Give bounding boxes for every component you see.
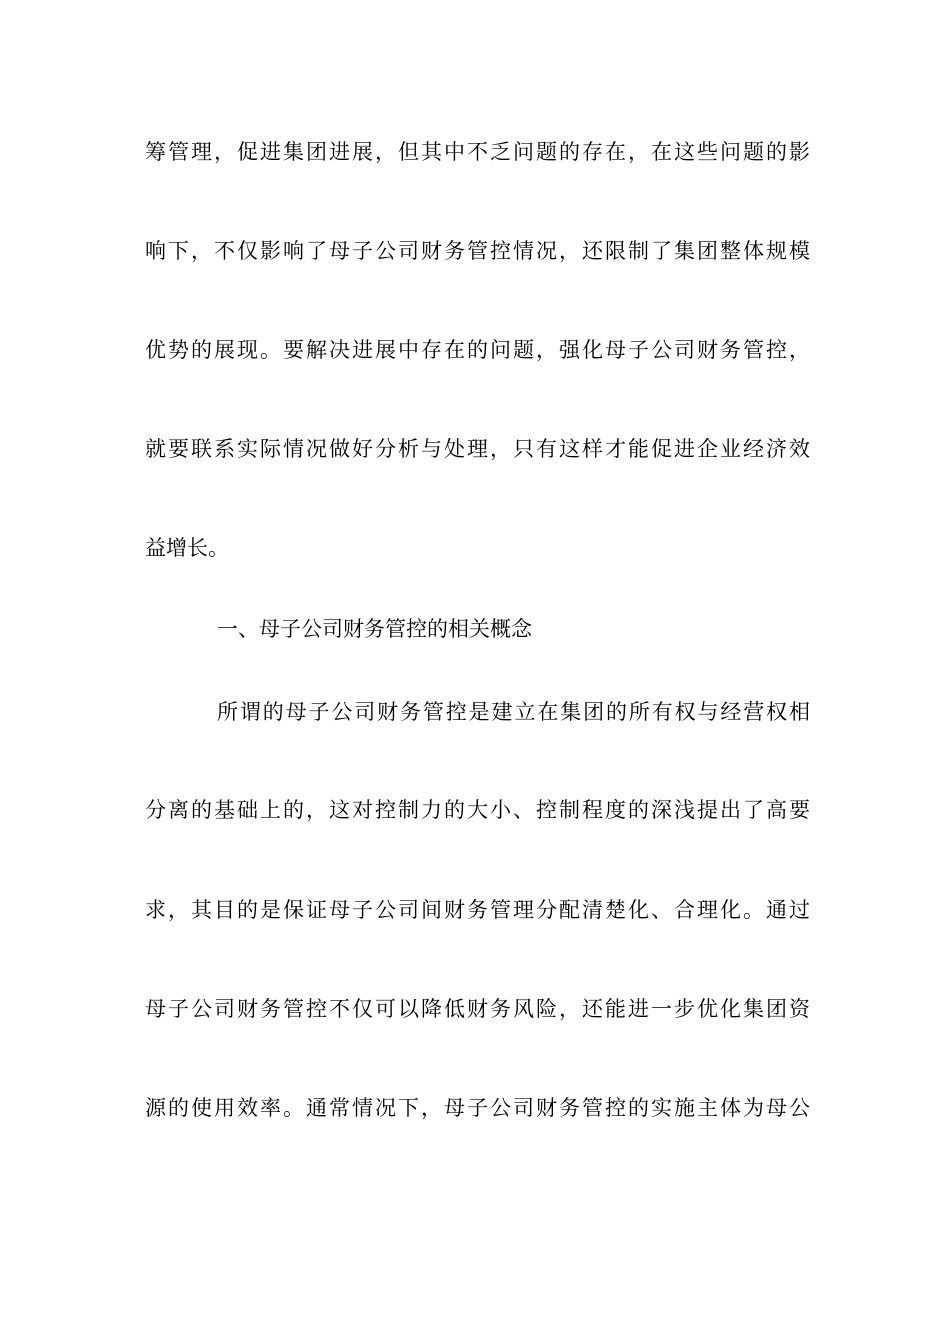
- paragraph-1-line-1: 筹管理，促进集团进展，但其中不乏问题的存在，在这些问题的影: [145, 140, 810, 164]
- paragraph-1-line-5: 益增长。: [145, 536, 229, 560]
- paragraph-2-line-3: 求，其目的是保证母子公司间财务管理分配清楚化、合理化。通过: [145, 898, 810, 922]
- paragraph-1-line-2: 响下，不仅影响了母子公司财务管控情况，还限制了集团整体规模: [145, 239, 810, 263]
- paragraph-2-line-2: 分离的基础上的，这对控制力的大小、控制程度的深浅提出了高要: [145, 798, 810, 822]
- paragraph-1-line-3: 优势的展现。要解决进展中存在的问题，强化母子公司财务管控，: [145, 338, 810, 362]
- paragraph-2-line-5: 源的使用效率。通常情况下，母子公司财务管控的实施主体为母公: [145, 1096, 810, 1120]
- paragraph-1-line-4: 就要联系实际情况做好分析与处理，只有这样才能促进企业经济效: [145, 437, 810, 461]
- paragraph-2-line-4: 母子公司财务管控不仅可以降低财务风险，还能进一步优化集团资: [145, 997, 810, 1021]
- section-heading: 一、母子公司财务管控的相关概念: [217, 617, 532, 641]
- paragraph-2-line-1: 所谓的母子公司财务管控是建立在集团的所有权与经营权相: [217, 700, 810, 724]
